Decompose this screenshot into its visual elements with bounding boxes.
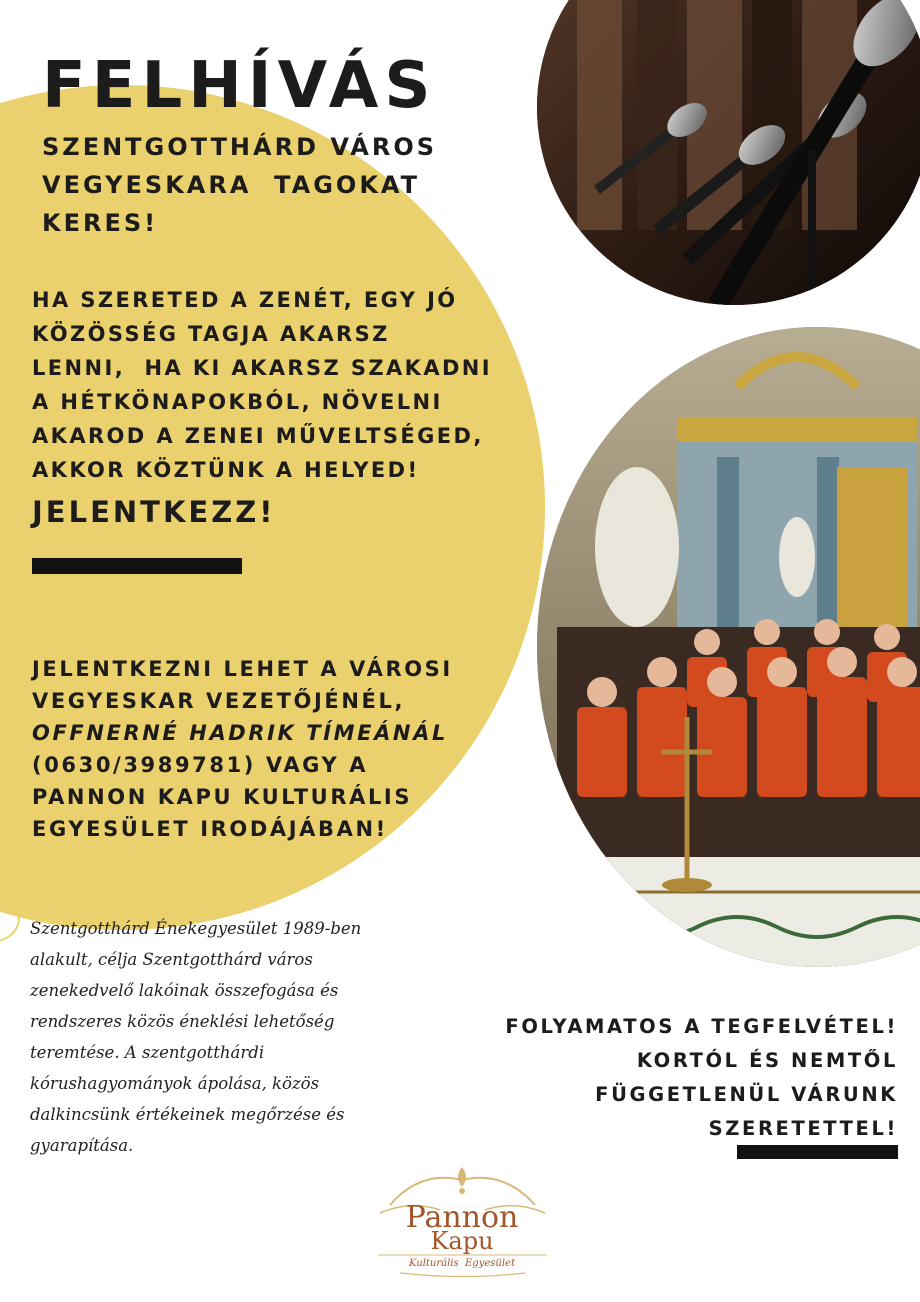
call-to-action-heading: JELENTKEZZ! — [32, 495, 276, 529]
description-line: alakult, célja Szentgotthárd város — [30, 950, 313, 969]
membership-line: FÜGGETLENÜL VÁRUNK — [595, 1083, 898, 1106]
description-line: rendszeres közös éneklési lehetőség — [30, 1012, 335, 1031]
poster-title: FELHÍVÁS — [42, 49, 437, 123]
contact-line: VEGYESKAR VEZETŐJÉNÉL, — [32, 689, 406, 713]
contact-phone: (0630/3989781) VAGY A — [32, 753, 369, 777]
description-line: dalkincsünk értékeinek megőrzése és — [30, 1105, 345, 1124]
subtitle-line: SZENTGOTTHÁRD VÁROS — [42, 133, 438, 161]
membership-line: SZERETETTEL! — [708, 1117, 898, 1140]
intro-line: AKKOR KÖZTÜNK A HELYED! — [32, 458, 420, 482]
logo-name-line2: Kapu — [430, 1227, 494, 1255]
logo-name-line1: Pannon — [405, 1200, 519, 1235]
description-line: zenekedvelő lakóinak összefogása és — [30, 981, 339, 1000]
subtitle-line: VEGYESKARA TAGOKAT — [42, 171, 420, 199]
intro-line: KÖZÖSSÉG TAGJA AKARSZ — [32, 322, 390, 346]
choir-illustration — [537, 327, 920, 967]
contact-line: JELENTKEZNI LEHET A VÁROSI — [32, 657, 453, 681]
choir-photo — [537, 327, 920, 967]
poster-subtitle — [42, 128, 512, 242]
description-line: gyarapítása. — [30, 1136, 134, 1155]
intro-line: HA SZERETED A ZENÉT, EGY JÓ — [32, 288, 458, 312]
description-line: Szentgotthárd Énekegyesület 1989-ben — [30, 919, 362, 938]
logo-emblem — [370, 1165, 555, 1280]
intro-line: AKAROD A ZENEI MŰVELTSÉGED, — [32, 424, 484, 448]
intro-paragraph — [32, 283, 522, 487]
association-description — [30, 913, 390, 1161]
logo-tagline: Kulturális Egyesület — [409, 1258, 515, 1269]
description-line: kórushagyományok ápolása, közös — [30, 1074, 320, 1093]
membership-line: KORTÓL ÉS NEMTŐL — [636, 1049, 898, 1072]
contact-info — [32, 653, 532, 845]
contact-person-name: OFFNERNÉ HADRIK TÍMEÁNÁL — [32, 721, 448, 745]
intro-line: A HÉTKÖNAPOKBÓL, NÖVELNI — [32, 390, 443, 414]
divider-bar — [737, 1145, 898, 1159]
pannon-kapu-logo — [370, 1165, 555, 1280]
divider-bar — [32, 558, 242, 574]
membership-note — [438, 1010, 898, 1146]
membership-line: FOLYAMATOS A TEGFELVÉTEL! — [505, 1015, 898, 1038]
microphones-illustration — [537, 0, 920, 305]
intro-line: LENNI, HA KI AKARSZ SZAKADNI — [32, 356, 492, 380]
contact-line: PANNON KAPU KULTURÁLIS — [32, 785, 413, 809]
microphones-photo — [537, 0, 920, 305]
description-line: teremtése. A szentgotthárdi — [30, 1043, 265, 1062]
contact-line: EGYESÜLET IRODÁJÁBAN! — [32, 817, 388, 841]
subtitle-line: KERES! — [42, 209, 159, 237]
